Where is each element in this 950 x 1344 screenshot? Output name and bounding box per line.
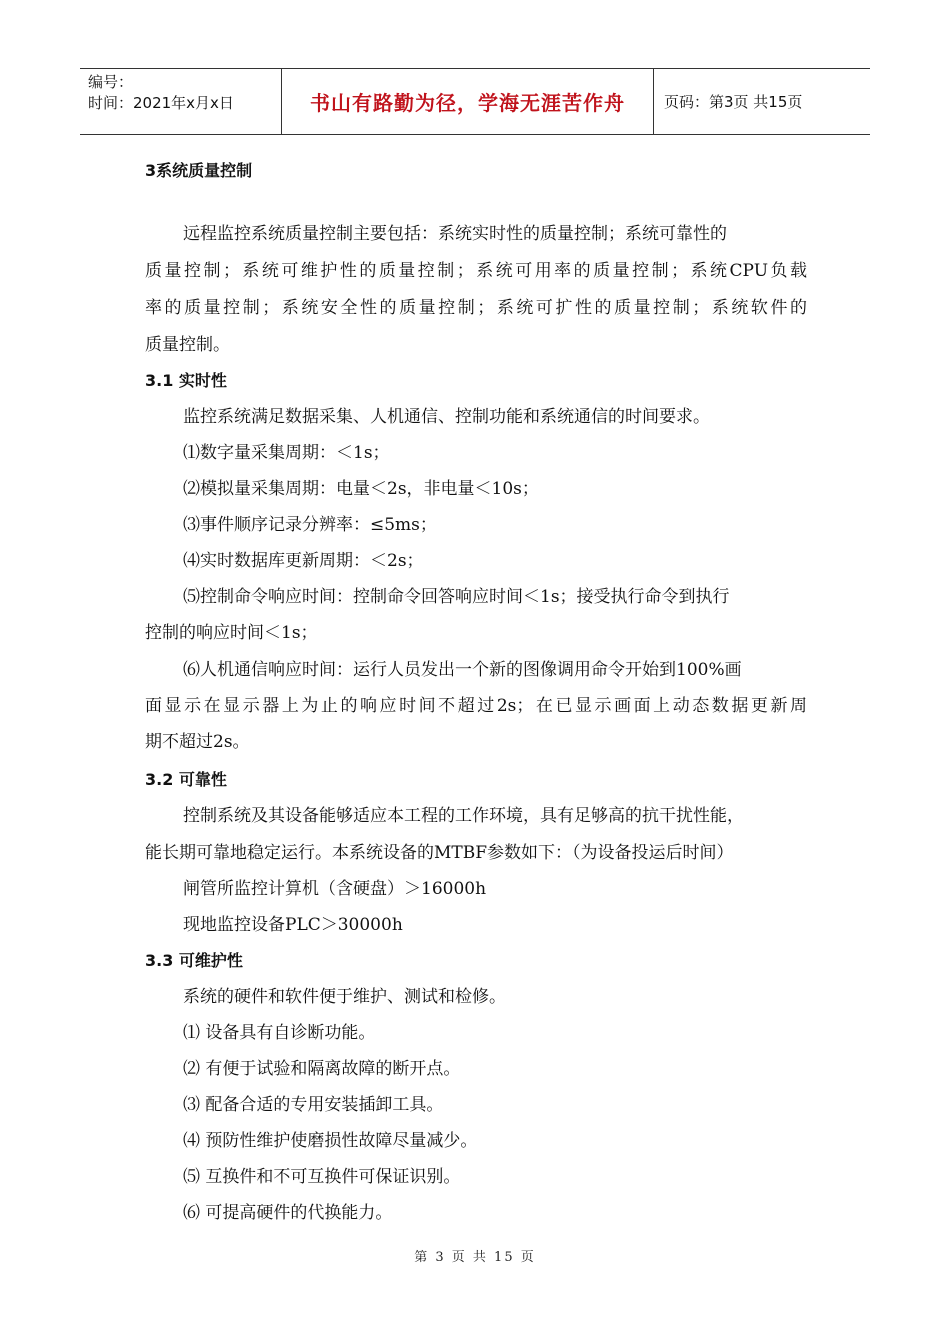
list-item: ⑹ 可提高硬件的代换能力。 bbox=[183, 1203, 393, 1223]
list-item-continuation: 控制的响应时间＜1s； bbox=[145, 623, 318, 643]
list-item: ⑸ 互换件和不可互换件可保证识别。 bbox=[183, 1167, 461, 1187]
document-number-label: 编号： bbox=[88, 73, 134, 91]
header-meta bbox=[80, 69, 282, 134]
list-item: ⑸控制命令响应时间：控制命令回答响应时间＜1s；接受执行命令到执行 bbox=[183, 587, 730, 607]
paragraph-line: 率的质量控制；系统安全性的质量控制；系统可扩性的质量控制；系统软件的 bbox=[145, 298, 807, 318]
paragraph-line: 质量控制；系统可维护性的质量控制；系统可用率的质量控制；系统CPU负载 bbox=[145, 261, 807, 281]
paragraph-line: 闸管所监控计算机（含硬盘）＞16000h bbox=[183, 879, 487, 899]
list-item: ⑶事件顺序记录分辨率：≤5ms； bbox=[183, 515, 437, 535]
subsection-title-3-2: 3.2 可靠性 bbox=[145, 770, 227, 789]
list-item-continuation: 面显示在显示器上为止的响应时间不超过2s；在已显示画面上动态数据更新周 bbox=[145, 696, 807, 716]
paragraph-line: 能长期可靠地稳定运行。本系统设备的MTBF参数如下：（为设备投运后时间） bbox=[145, 843, 734, 863]
header-page-label: 页码：第3页 共15页 bbox=[664, 93, 803, 111]
list-item: ⑹人机通信响应时间：运行人员发出一个新的图像调用命令开始到100%画 bbox=[183, 660, 742, 680]
list-item: ⑶ 配备合适的专用安装插卸工具。 bbox=[183, 1095, 444, 1115]
subsection-title-3-1: 3.1 实时性 bbox=[145, 371, 227, 390]
list-item-continuation: 期不超过2s。 bbox=[145, 732, 250, 752]
header-motto: 书山有路勤为径，学海无涯苦作舟 bbox=[282, 69, 654, 134]
paragraph-line: 监控系统满足数据采集、人机通信、控制功能和系统通信的时间要求。 bbox=[183, 407, 710, 427]
section-title: 3系统质量控制 bbox=[145, 161, 253, 180]
list-item: ⑷ 预防性维护使磨损性故障尽量减少。 bbox=[183, 1131, 478, 1151]
paragraph-line: 远程监控系统质量控制主要包括：系统实时性的质量控制；系统可靠性的 bbox=[183, 224, 727, 244]
page-header bbox=[80, 68, 870, 135]
paragraph-line: 现地监控设备PLC＞30000h bbox=[183, 915, 403, 935]
paragraph-line: 控制系统及其设备能够适应本工程的工作环境，具有足够高的抗干扰性能， bbox=[183, 806, 744, 826]
list-item: ⑴数字量采集周期：＜1s； bbox=[183, 443, 390, 463]
list-item: ⑵模拟量采集周期：电量＜2s，非电量＜10s； bbox=[183, 479, 539, 499]
list-item: ⑴ 设备具有自诊断功能。 bbox=[183, 1023, 376, 1043]
document-date-label: 时间：2021年x月x日 bbox=[88, 94, 234, 112]
subsection-title-3-3: 3.3 可维护性 bbox=[145, 951, 243, 970]
list-item: ⑵ 有便于试验和隔离故障的断开点。 bbox=[183, 1059, 461, 1079]
paragraph-line: 质量控制。 bbox=[145, 335, 230, 355]
list-item: ⑷实时数据库更新周期：＜2s； bbox=[183, 551, 424, 571]
page-footer: 第 3 页 共 15 页 bbox=[414, 1250, 536, 1265]
paragraph-line: 系统的硬件和软件便于维护、测试和检修。 bbox=[183, 987, 506, 1007]
